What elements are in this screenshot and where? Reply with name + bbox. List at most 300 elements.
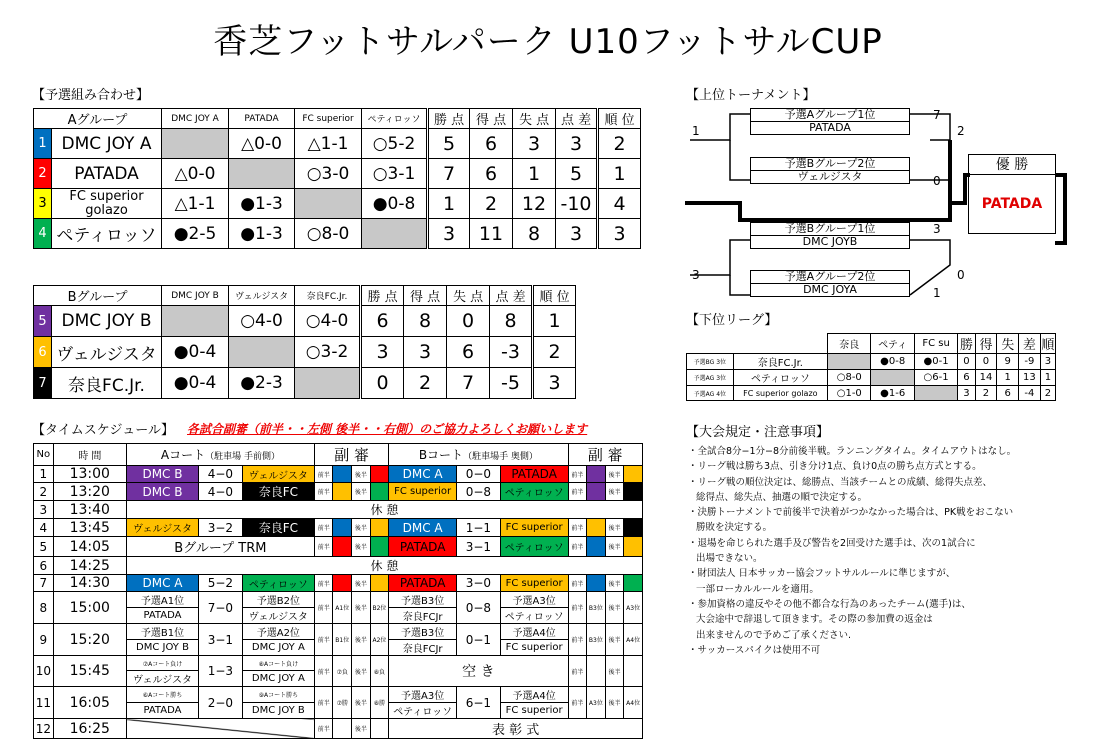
- ref-second-label: 後半: [352, 483, 371, 501]
- slot-label: 予選A2位: [242, 624, 314, 640]
- ref-color: [587, 483, 606, 501]
- col-head: No: [34, 444, 54, 466]
- result: ●1-3: [229, 219, 295, 249]
- ref-slot: B2位: [370, 592, 389, 624]
- ref-second-label: 後半: [605, 575, 624, 592]
- empty-cell: [914, 386, 957, 401]
- empty-cell: [871, 370, 914, 386]
- team-name: DMC JOY A: [52, 129, 162, 159]
- ref-color: [624, 537, 643, 557]
- col-head: DMC JOY A: [162, 109, 229, 129]
- col-head: 奈良: [828, 334, 871, 354]
- stat: 6: [470, 159, 513, 189]
- slot-label: ⑨Aコート勝ち: [242, 687, 314, 703]
- ref-color: [333, 537, 352, 557]
- ref-second-label: 後半: [605, 466, 624, 483]
- a-court-empty: [126, 719, 314, 739]
- col-head: DMC JOY B: [162, 286, 229, 306]
- ref-second-label: 後半: [352, 592, 371, 624]
- match-time: 13:20: [53, 483, 126, 501]
- team-cell: ペティロッソ: [500, 537, 568, 557]
- result: ○8-0: [295, 219, 362, 249]
- row-no: 6: [34, 557, 54, 575]
- stat: 7: [447, 368, 490, 399]
- slot-label: 予選B1位: [126, 624, 198, 640]
- ref-second-label: 後半: [605, 483, 624, 501]
- col-head: 差: [1019, 334, 1041, 354]
- score: 0−8: [457, 483, 501, 501]
- ref-first-label: 前半: [568, 592, 587, 624]
- score: 4−0: [199, 483, 243, 501]
- stat: 3: [556, 129, 598, 159]
- col-head: 失: [997, 334, 1019, 354]
- slot-label: 予選A4位: [500, 687, 568, 703]
- team-name: DMC JOY B: [52, 306, 162, 337]
- ref-slot: [587, 656, 606, 687]
- team-cell: DMC B: [126, 483, 198, 501]
- col-head: 勝: [958, 334, 975, 354]
- ref-second-label: 後半: [352, 719, 371, 739]
- schedule-row: [34, 537, 643, 557]
- row-no: 11: [34, 687, 54, 719]
- slot-label: 予選B3位: [389, 592, 457, 608]
- rule-line: 総得点、総失点、抽選の順で決定する。: [696, 491, 868, 503]
- ref-first-label: 前半: [314, 687, 333, 719]
- col-head: FC su: [914, 334, 957, 354]
- score: 2−0: [199, 687, 243, 719]
- rule-line: ・財団法人 日本サッカー協会フットサルルールに準じますが、: [688, 568, 956, 580]
- schedule-note: 各試合副審（前半・・左側 後半・・右側）のご協力よろしくお願いします: [187, 422, 588, 436]
- group-a-label: Aグループ: [34, 109, 162, 129]
- stat: 6: [447, 337, 490, 368]
- team-cell: FC superior: [500, 703, 568, 719]
- ref-slot: ⑧負: [370, 656, 389, 687]
- stat: 1: [533, 306, 576, 337]
- ref-color: [333, 575, 352, 592]
- stat: 3: [513, 129, 556, 159]
- stat: 0: [361, 368, 404, 399]
- row-no: 10: [34, 656, 54, 687]
- slot-team: PATADA: [751, 121, 909, 134]
- result: △1-1: [162, 189, 229, 219]
- team-cell: ペティロッソ: [500, 483, 568, 501]
- team-name: 奈良FC.Jr.: [733, 354, 827, 370]
- a-court-label: Aコート: [160, 448, 206, 462]
- team-no: 5: [34, 306, 52, 337]
- team-cell: FC superior: [389, 483, 457, 501]
- col-head: 副 審: [568, 444, 642, 466]
- ref-color: [587, 519, 606, 537]
- ref-color: [587, 537, 606, 557]
- col-head: 順 位: [533, 286, 576, 306]
- score: 0−1: [457, 624, 501, 656]
- score: 0: [957, 268, 965, 282]
- ref-color: [333, 466, 352, 483]
- lower-heading: 【下位リーグ】: [686, 313, 778, 328]
- b-court-label: Bコート: [418, 448, 464, 462]
- ref-second-label: 後半: [352, 519, 371, 537]
- stat: 2: [975, 386, 997, 401]
- team-cell: DMC JOY B: [126, 640, 198, 656]
- col-head: 失 点: [513, 109, 556, 129]
- team-cell: FC superior: [500, 519, 568, 537]
- ref-first-label: 前半: [568, 575, 587, 592]
- row-no: 2: [34, 483, 54, 501]
- col-head: 得 点: [470, 109, 513, 129]
- group-b-label: Bグループ: [34, 286, 162, 306]
- score: 7−0: [199, 592, 243, 624]
- match-time: 14:05: [53, 537, 126, 557]
- stat: -3: [490, 337, 533, 368]
- slot-team: DMC JOYA: [751, 283, 909, 296]
- stat: 0: [958, 354, 975, 370]
- rule-line: ・決勝トーナメントで前後半で決着がつかなかった場合は、PK戦をおこない: [688, 507, 1014, 519]
- ref-color: [333, 483, 352, 501]
- rule-line: ・参加資格の違反やその他不都合な行為のあったチーム(選手)は、: [688, 598, 971, 610]
- score: 3−2: [199, 519, 243, 537]
- champion-box: [968, 154, 1056, 234]
- table-row: [687, 370, 1056, 386]
- stat: 2: [404, 368, 447, 399]
- row-no: 5: [34, 537, 54, 557]
- col-head: 勝 点: [361, 286, 404, 306]
- match-time: 13:40: [53, 501, 126, 519]
- score: 4−0: [199, 466, 243, 483]
- score: 3: [933, 222, 941, 236]
- ref-color: [333, 519, 352, 537]
- schedule-row: [34, 592, 643, 608]
- team-cell: PATADA: [126, 703, 198, 719]
- upper-heading: 【上位トーナメント】: [686, 88, 816, 103]
- ref-second-label: 後半: [605, 537, 624, 557]
- ref-first-label: 前半: [314, 719, 333, 739]
- ref-slot: B3位: [587, 624, 606, 656]
- stat: 3: [958, 386, 975, 401]
- rule-line: 大会途中で辞退して頂きます。その際の参加費の返金は: [696, 614, 933, 626]
- ref-second-label: 後半: [605, 687, 624, 719]
- stat: 0: [447, 306, 490, 337]
- ref-slot: [333, 719, 352, 739]
- ref-first-label: 前半: [314, 483, 333, 501]
- break-label: 休 憩: [126, 501, 642, 519]
- stat: 12: [513, 189, 556, 219]
- score: 0: [933, 174, 941, 188]
- a-court-head: [126, 444, 314, 466]
- slot-label: 予選Bグループ1位: [784, 222, 876, 235]
- team-name: 奈良FC.Jr.: [52, 368, 162, 399]
- row-no: 4: [34, 519, 54, 537]
- score: 1−1: [457, 519, 501, 537]
- slot-label: ⑦Aコート負け: [126, 656, 198, 671]
- ref-first-label: 前半: [568, 483, 587, 501]
- team-cell: FC superior: [500, 640, 568, 656]
- stat: 3: [533, 368, 576, 399]
- stat: 2: [470, 189, 513, 219]
- lower-league-table: [686, 333, 1056, 401]
- match-time: 15:00: [53, 592, 126, 624]
- slot-label: 予選A3位: [389, 687, 457, 703]
- team-cell: 奈良FC: [242, 519, 314, 537]
- m1-bot-slot: [750, 157, 910, 184]
- match-time: 15:45: [53, 656, 126, 687]
- stat: 2: [598, 129, 641, 159]
- empty-cell: [828, 354, 871, 370]
- team-cell: FC superior: [500, 575, 568, 592]
- team-cell: DMC B: [126, 466, 198, 483]
- ref-first-label: 前半: [314, 466, 333, 483]
- match-time: 15:20: [53, 624, 126, 656]
- slot-label: 予選B2位: [242, 592, 314, 608]
- rule-line: ・退場を命じられた選手及び警告を2回受けた選手は、次の1試合に: [688, 537, 976, 549]
- col-head: ヴェルジスタ: [229, 286, 295, 306]
- schedule-row: [34, 656, 643, 671]
- rule-line: 一部ローカルルールを適用。: [696, 583, 819, 595]
- ref-color: [624, 519, 643, 537]
- stat: 8: [404, 306, 447, 337]
- stat: -5: [490, 368, 533, 399]
- stat: 1: [428, 189, 470, 219]
- col-head: 得: [975, 334, 997, 354]
- ref-color: [370, 466, 389, 483]
- stat: -4: [1019, 386, 1041, 401]
- slot-label: 予選B3位: [389, 624, 457, 640]
- stat: 9: [997, 354, 1019, 370]
- score: 3−0: [457, 575, 501, 592]
- col-head: 勝 点: [428, 109, 470, 129]
- ref-slot: B1位: [333, 624, 352, 656]
- team-no: 2: [34, 159, 52, 189]
- result: ○3-1: [362, 159, 428, 189]
- team-name: ペティロッソ: [52, 219, 162, 249]
- ref-slot: ⑧勝: [370, 687, 389, 719]
- ref-color: [624, 466, 643, 483]
- score: 3−1: [199, 624, 243, 656]
- schedule-row: [34, 719, 643, 739]
- team-cell: ペティロッソ: [242, 575, 314, 592]
- m2-bot-slot: [750, 270, 910, 297]
- b-court-match: 空 き: [389, 656, 568, 687]
- slot-label: 予選Bグループ2位: [784, 157, 876, 170]
- schedule-heading: 【タイムスケジュール】: [32, 423, 174, 438]
- b-court-head: [389, 444, 568, 466]
- col-head: 奈良FC.Jr.: [295, 286, 361, 306]
- stat: 5: [556, 159, 598, 189]
- stat: -10: [556, 189, 598, 219]
- ref-color: [624, 483, 643, 501]
- result: ○3-0: [295, 159, 362, 189]
- row-no: 1: [34, 466, 54, 483]
- result: ○1-0: [828, 386, 871, 401]
- ref-color: [370, 537, 389, 557]
- table-row: [34, 368, 576, 399]
- slot-label: 予選A3位: [500, 592, 568, 608]
- result: ●2-3: [229, 368, 295, 399]
- slot-label: 予選A1位: [126, 592, 198, 608]
- rules-heading: 【大会規定・注意事項】: [686, 425, 830, 440]
- row-no: 8: [34, 592, 54, 624]
- ref-slot: A2位: [370, 624, 389, 656]
- row-no: 12: [34, 719, 54, 739]
- result: ○4-0: [295, 306, 361, 337]
- ref-slot: [624, 656, 643, 687]
- rule-line: ・サッカースパイクは使用不可: [688, 644, 821, 656]
- ref-second-label: 後半: [605, 519, 624, 537]
- stat: 3: [404, 337, 447, 368]
- empty-cell: [162, 129, 229, 159]
- table-row: [34, 129, 641, 159]
- result: ○3-2: [295, 337, 361, 368]
- ref-first-label: 前半: [568, 656, 587, 687]
- slot-team: ヴェルジスタ: [751, 170, 909, 183]
- match-time: 14:25: [53, 557, 126, 575]
- stat: 6: [470, 129, 513, 159]
- stat: 6: [361, 306, 404, 337]
- col-head: FC superior: [295, 109, 362, 129]
- slot-label: ⑧Aコート負け: [242, 656, 314, 671]
- team-cell: PATADA: [389, 575, 457, 592]
- champion-label: 優 勝: [969, 155, 1055, 175]
- stat: 6: [997, 386, 1019, 401]
- schedule-row: [34, 624, 643, 640]
- m2-top-slot: [750, 222, 910, 249]
- score: 1: [692, 124, 700, 138]
- ref-first-label: 前半: [568, 687, 587, 719]
- rule-line: 出場できない。: [696, 553, 763, 565]
- stat: 0: [975, 354, 997, 370]
- ref-first-label: 前半: [314, 519, 333, 537]
- team-cell: ヴェルジスタ: [242, 466, 314, 483]
- team-cell: DMC A: [389, 519, 457, 537]
- table-row: [687, 386, 1056, 401]
- result: ○6-1: [914, 370, 957, 386]
- group-a-table: [33, 108, 641, 249]
- table-row: [34, 219, 641, 249]
- table-row: [34, 337, 576, 368]
- schedule-row: [34, 501, 643, 519]
- team-no: 4: [34, 219, 52, 249]
- stat: 6: [958, 370, 975, 386]
- ref-first-label: 前半: [568, 537, 587, 557]
- stat: 8: [490, 306, 533, 337]
- slot-label: 予選Aグループ1位: [784, 108, 876, 121]
- ref-first-label: 前半: [314, 624, 333, 656]
- table-row: [34, 306, 576, 337]
- team-cell: PATADA: [126, 608, 198, 624]
- ref-slot: [370, 719, 389, 739]
- col-head: 点 差: [556, 109, 598, 129]
- result: ●0-8: [871, 354, 914, 370]
- stat: 5: [428, 129, 470, 159]
- score: 3: [692, 268, 700, 282]
- team-cell: 奈良FCJr: [389, 608, 457, 624]
- seed: 予選BG 3位: [687, 354, 734, 370]
- col-head: ペティロッソ: [362, 109, 428, 129]
- ref-slot: ⑦負: [333, 656, 352, 687]
- stat: 3: [361, 337, 404, 368]
- stat: 3: [556, 219, 598, 249]
- stat: 4: [598, 189, 641, 219]
- stat: 3: [1040, 354, 1055, 370]
- col-head: 順: [1040, 334, 1055, 354]
- result: ●0-1: [914, 354, 957, 370]
- empty-cell: [229, 159, 295, 189]
- ref-second-label: 後半: [352, 537, 371, 557]
- page-title: 香芝フットサルパーク U10フットサルCUP: [213, 22, 883, 62]
- schedule-row: [34, 557, 643, 575]
- ref-first-label: 前半: [314, 656, 333, 687]
- score: 1: [933, 286, 941, 300]
- ref-first-label: 前半: [568, 624, 587, 656]
- stat: 1: [513, 159, 556, 189]
- col-head: ペティ: [871, 334, 914, 354]
- ref-slot: B3位: [587, 592, 606, 624]
- team-cell: DMC A: [126, 575, 198, 592]
- col-head: 時 間: [53, 444, 126, 466]
- stat: 1: [1040, 370, 1055, 386]
- rule-line: ・全試合8分−1分−8分前後半戦。ランニングタイム。タイムアウトはなし。: [688, 446, 1017, 457]
- ref-second-label: 後半: [352, 624, 371, 656]
- schedule-row: [34, 466, 643, 483]
- result: ●0-4: [162, 368, 229, 399]
- ref-first-label: 前半: [314, 592, 333, 624]
- ref-second-label: 後半: [352, 656, 371, 687]
- team-cell: ペティロッソ: [389, 703, 457, 719]
- row-no: 3: [34, 501, 54, 519]
- team-cell: ヴェルジスタ: [242, 608, 314, 624]
- ref-second-label: 後半: [605, 624, 624, 656]
- stat: 7: [428, 159, 470, 189]
- ref-slot: A1位: [333, 592, 352, 624]
- score: 7: [933, 108, 941, 122]
- slot-label: 予選A4位: [500, 624, 568, 640]
- ref-color: [370, 483, 389, 501]
- score: 1−3: [199, 656, 243, 687]
- ref-color: [370, 575, 389, 592]
- table-row: [34, 159, 641, 189]
- ref-second-label: 後半: [352, 575, 371, 592]
- score: 0−0: [457, 466, 501, 483]
- ref-second-label: 後半: [605, 656, 624, 687]
- stat: 13: [1019, 370, 1041, 386]
- ref-slot: A3位: [587, 687, 606, 719]
- table-row: [687, 354, 1056, 370]
- team-name: ヴェルジスタ: [52, 337, 162, 368]
- break-label: 休 憩: [126, 557, 642, 575]
- rule-line: ・リーグ戦は勝ち3点、引き分け1点、負け0点の勝ち点方式とする。: [688, 461, 982, 473]
- schedule-table: [33, 443, 643, 739]
- team-cell: DMC A: [389, 466, 457, 483]
- stat: 1: [598, 159, 641, 189]
- stat: 14: [975, 370, 997, 386]
- ref-color: [587, 575, 606, 592]
- team-cell: DMC JOY A: [242, 671, 314, 687]
- a-court-match: Bグループ TRM: [126, 537, 314, 557]
- ref-second-label: 後半: [605, 592, 624, 624]
- ref-slot: ⑦勝: [333, 687, 352, 719]
- score: 5−2: [199, 575, 243, 592]
- empty-cell: [362, 219, 428, 249]
- stat: -9: [1019, 354, 1041, 370]
- result: ○5-2: [362, 129, 428, 159]
- schedule-row: [34, 687, 643, 703]
- champion-team: PATADA: [981, 196, 1043, 212]
- ref-first-label: 前半: [568, 466, 587, 483]
- col-head: PATADA: [229, 109, 295, 129]
- stat: 1: [997, 370, 1019, 386]
- stat: 3: [428, 219, 470, 249]
- ref-first-label: 前半: [568, 519, 587, 537]
- empty-cell: [295, 189, 362, 219]
